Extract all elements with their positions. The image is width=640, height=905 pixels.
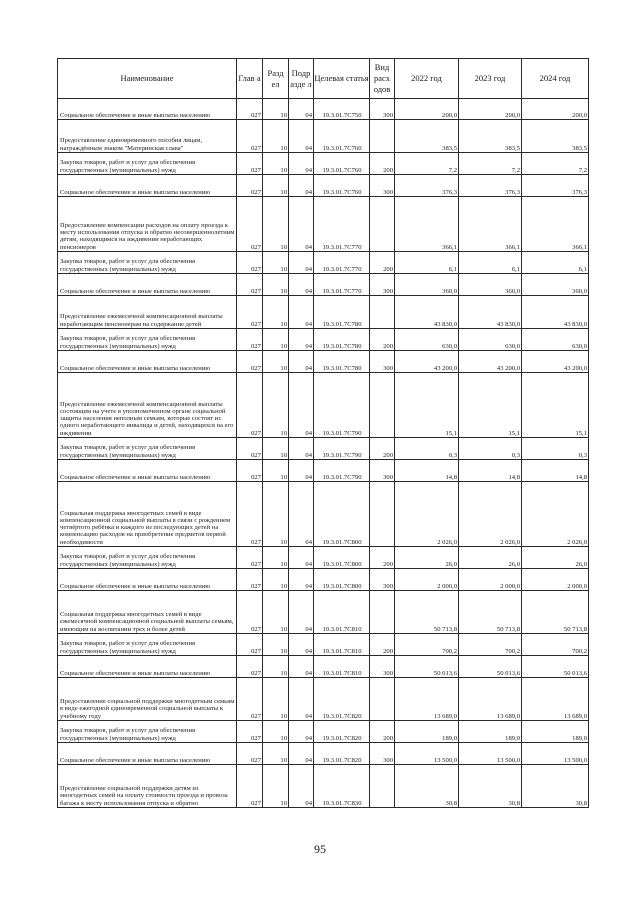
row-2023: 43 200,0	[459, 351, 522, 373]
row-vid: 300	[370, 460, 395, 482]
row-name: Социальное обеспечение и иные выплаты населению	[58, 460, 237, 482]
row-2022: 189,0	[395, 721, 459, 743]
row-vid	[370, 120, 395, 153]
row-podrazdel: 04	[289, 569, 314, 591]
row-razdel: 10	[263, 197, 289, 252]
row-2024: 26,0	[522, 547, 589, 569]
row-podrazdel: 04	[289, 274, 314, 296]
row-target: 19.3.01.7С750	[314, 99, 370, 120]
row-2023: 26,0	[459, 547, 522, 569]
row-2022: 360,0	[395, 274, 459, 296]
row-2024: 2 000,0	[522, 569, 589, 591]
row-target: 19.3.01.7С820	[314, 743, 370, 765]
table-row	[58, 120, 589, 153]
row-2024: 43 200,0	[522, 351, 589, 373]
row-glava: 027	[237, 482, 263, 547]
row-2024: 6,1	[522, 252, 589, 274]
row-2022: 13 689,0	[395, 678, 459, 721]
row-2022: 0,3	[395, 438, 459, 460]
row-target: 19.3.01.7С770	[314, 274, 370, 296]
row-razdel: 10	[263, 765, 289, 808]
table-row	[58, 296, 589, 329]
row-name: Предоставление компенсации расходов на оплату проезда к месту использования отпуска и обратно несовершеннолетним детям, находящимся на иждивении неработающих пенсионеров	[58, 197, 237, 252]
row-vid: 200	[370, 438, 395, 460]
row-2022: 50 013,6	[395, 656, 459, 678]
row-2024: 13 689,0	[522, 678, 589, 721]
row-2024: 189,0	[522, 721, 589, 743]
row-podrazdel: 04	[289, 721, 314, 743]
table-row	[58, 656, 589, 678]
table-row	[58, 460, 589, 482]
row-podrazdel: 04	[289, 482, 314, 547]
row-razdel: 10	[263, 656, 289, 678]
row-podrazdel: 04	[289, 460, 314, 482]
row-podrazdel: 04	[289, 153, 314, 175]
table-row	[58, 373, 589, 438]
row-2024: 50 013,6	[522, 656, 589, 678]
row-name: Социальное обеспечение и иные выплаты населению	[58, 175, 237, 197]
table-row	[58, 743, 589, 765]
row-glava: 027	[237, 351, 263, 373]
row-2022: 376,3	[395, 175, 459, 197]
row-glava: 027	[237, 373, 263, 438]
row-2022: 50 713,8	[395, 591, 459, 634]
row-podrazdel: 04	[289, 351, 314, 373]
row-2022: 43 200,0	[395, 351, 459, 373]
row-podrazdel: 04	[289, 373, 314, 438]
row-2024: 2 026,0	[522, 482, 589, 547]
row-name: Социальное обеспечение и иные выплаты населению	[58, 569, 237, 591]
row-2024: 14,8	[522, 460, 589, 482]
row-name: Предоставление ежемесячной компенсационной выплаты состоящим на учете в уполномоченном органе социальной защиты населения неполным семьям, которые состоят из одного неработающего инвалида и детей, находящихся на его иждивении	[58, 373, 237, 438]
row-name: Социальное обеспечение и иные выплаты населению	[58, 351, 237, 373]
row-2023: 50 713,8	[459, 591, 522, 634]
row-vid: 300	[370, 99, 395, 120]
row-2024: 200,0	[522, 99, 589, 120]
row-2022: 200,0	[395, 99, 459, 120]
row-glava: 027	[237, 656, 263, 678]
row-2024: 366,1	[522, 197, 589, 252]
row-vid: 300	[370, 743, 395, 765]
row-name: Социальное обеспечение и иные выплаты населению	[58, 99, 237, 120]
row-2024: 0,3	[522, 438, 589, 460]
row-vid	[370, 373, 395, 438]
row-2023: 7,2	[459, 153, 522, 175]
row-2022: 26,0	[395, 547, 459, 569]
row-name: Предоставление единовременного пособия лицам, награждённым знаком "Материнская слава"	[58, 120, 237, 153]
row-vid: 300	[370, 569, 395, 591]
row-2022: 2 000,0	[395, 569, 459, 591]
row-vid: 200	[370, 329, 395, 351]
table-row	[58, 438, 589, 460]
row-target: 19.3.01.7С770	[314, 252, 370, 274]
header-name: Наименование	[58, 59, 237, 99]
row-glava: 027	[237, 634, 263, 656]
row-target: 19.3.01.7С760	[314, 175, 370, 197]
row-name: Закупка товаров, работ и услуг для обеспечения государственных (муниципальных) нужд	[58, 634, 237, 656]
table-row	[58, 274, 589, 296]
table-row	[58, 569, 589, 591]
row-podrazdel: 04	[289, 678, 314, 721]
row-2023: 50 013,6	[459, 656, 522, 678]
row-2024: 15,1	[522, 373, 589, 438]
row-podrazdel: 04	[289, 296, 314, 329]
row-razdel: 10	[263, 296, 289, 329]
row-2023: 360,0	[459, 274, 522, 296]
row-vid: 200	[370, 547, 395, 569]
table-header-row	[58, 59, 589, 99]
row-vid: 300	[370, 175, 395, 197]
row-glava: 027	[237, 547, 263, 569]
row-glava: 027	[237, 460, 263, 482]
row-vid	[370, 678, 395, 721]
row-2023: 6,1	[459, 252, 522, 274]
table-body	[58, 99, 589, 808]
header-target: Целевая статья	[314, 59, 370, 99]
row-2022: 630,0	[395, 329, 459, 351]
row-glava: 027	[237, 197, 263, 252]
row-2022: 700,2	[395, 634, 459, 656]
row-vid	[370, 591, 395, 634]
budget-table	[57, 58, 589, 808]
table-row	[58, 634, 589, 656]
row-glava: 027	[237, 743, 263, 765]
row-2023: 200,0	[459, 99, 522, 120]
row-target: 19.3.01.7С800	[314, 569, 370, 591]
row-glava: 027	[237, 120, 263, 153]
row-vid	[370, 482, 395, 547]
row-2023: 43 830,0	[459, 296, 522, 329]
row-razdel: 10	[263, 351, 289, 373]
row-podrazdel: 04	[289, 120, 314, 153]
row-2023: 2 000,0	[459, 569, 522, 591]
table-row	[58, 765, 589, 808]
row-target: 19.3.01.7С760	[314, 120, 370, 153]
row-2022: 2 026,0	[395, 482, 459, 547]
row-glava: 027	[237, 569, 263, 591]
row-vid: 200	[370, 153, 395, 175]
row-target: 19.3.01.7С790	[314, 373, 370, 438]
table-row	[58, 482, 589, 547]
row-podrazdel: 04	[289, 765, 314, 808]
row-glava: 027	[237, 99, 263, 120]
table-row	[58, 351, 589, 373]
table-row	[58, 547, 589, 569]
row-name: Закупка товаров, работ и услуг для обеспечения государственных (муниципальных) нужд	[58, 547, 237, 569]
row-glava: 027	[237, 252, 263, 274]
row-glava: 027	[237, 591, 263, 634]
row-glava: 027	[237, 678, 263, 721]
row-2023: 383,5	[459, 120, 522, 153]
row-podrazdel: 04	[289, 329, 314, 351]
row-razdel: 10	[263, 153, 289, 175]
row-vid: 200	[370, 634, 395, 656]
row-target: 19.3.01.7С790	[314, 460, 370, 482]
row-vid	[370, 296, 395, 329]
row-glava: 027	[237, 153, 263, 175]
row-razdel: 10	[263, 252, 289, 274]
row-vid: 300	[370, 274, 395, 296]
row-2024: 360,0	[522, 274, 589, 296]
row-name: Предоставление социальной поддержки детям из многодетных семей на оплату стоимости проезда и провоза багажа к месту использования отпуска и обратно	[58, 765, 237, 808]
row-razdel: 10	[263, 120, 289, 153]
table-row	[58, 721, 589, 743]
row-2024: 383,5	[522, 120, 589, 153]
row-target: 19.3.01.7С760	[314, 153, 370, 175]
row-2022: 15,1	[395, 373, 459, 438]
row-vid	[370, 197, 395, 252]
row-razdel: 10	[263, 743, 289, 765]
row-razdel: 10	[263, 175, 289, 197]
row-vid	[370, 765, 395, 808]
row-target: 19.3.01.7С800	[314, 482, 370, 547]
row-2023: 189,0	[459, 721, 522, 743]
table-row	[58, 153, 589, 175]
row-2023: 13 689,0	[459, 678, 522, 721]
row-podrazdel: 04	[289, 547, 314, 569]
row-podrazdel: 04	[289, 656, 314, 678]
row-target: 19.3.01.7С780	[314, 329, 370, 351]
table-row	[58, 329, 589, 351]
row-razdel: 10	[263, 373, 289, 438]
row-2023: 0,3	[459, 438, 522, 460]
row-2024: 7,2	[522, 153, 589, 175]
row-2022: 14,8	[395, 460, 459, 482]
row-name: Закупка товаров, работ и услуг для обеспечения государственных (муниципальных) нужд	[58, 329, 237, 351]
row-name: Предоставление социальной поддержки многодетным семьям в виде ежегодной единовременной социальной выплаты к учебному году	[58, 678, 237, 721]
row-2024: 630,0	[522, 329, 589, 351]
row-2022: 43 830,0	[395, 296, 459, 329]
row-2022: 13 500,0	[395, 743, 459, 765]
row-target: 19.3.01.7С780	[314, 351, 370, 373]
row-razdel: 10	[263, 329, 289, 351]
header-podrazdel: Подр азде л	[289, 59, 314, 99]
row-2023: 700,2	[459, 634, 522, 656]
row-target: 19.3.01.7С830	[314, 765, 370, 808]
row-2022: 366,1	[395, 197, 459, 252]
row-razdel: 10	[263, 547, 289, 569]
row-razdel: 10	[263, 591, 289, 634]
row-name: Закупка товаров, работ и услуг для обеспечения государственных (муниципальных) нужд	[58, 153, 237, 175]
row-2024: 50 713,8	[522, 591, 589, 634]
row-vid: 300	[370, 656, 395, 678]
table-row	[58, 678, 589, 721]
row-2022: 383,5	[395, 120, 459, 153]
row-2023: 30,8	[459, 765, 522, 808]
row-2022: 6,1	[395, 252, 459, 274]
table-row	[58, 197, 589, 252]
row-podrazdel: 04	[289, 197, 314, 252]
row-2024: 700,2	[522, 634, 589, 656]
row-glava: 027	[237, 175, 263, 197]
row-podrazdel: 04	[289, 175, 314, 197]
row-2022: 7,2	[395, 153, 459, 175]
row-podrazdel: 04	[289, 743, 314, 765]
row-podrazdel: 04	[289, 591, 314, 634]
row-glava: 027	[237, 765, 263, 808]
row-name: Закупка товаров, работ и услуг для обеспечения государственных (муниципальных) нужд	[58, 438, 237, 460]
row-name: Социальная поддержка многодетных семей в виде компенсационной социальной выплаты в связи с рождением четвёртого ребёнка и каждого из последующих детей на компенсацию расходов на приобретение предметов первой необходимости	[58, 482, 237, 547]
row-2023: 376,3	[459, 175, 522, 197]
row-razdel: 10	[263, 721, 289, 743]
row-vid: 200	[370, 252, 395, 274]
table-row	[58, 99, 589, 120]
row-vid: 200	[370, 721, 395, 743]
row-target: 19.3.01.7С820	[314, 721, 370, 743]
row-target: 19.3.01.7С790	[314, 438, 370, 460]
row-target: 19.3.01.7С780	[314, 296, 370, 329]
row-razdel: 10	[263, 482, 289, 547]
row-razdel: 10	[263, 569, 289, 591]
table-row	[58, 252, 589, 274]
page-number: 95	[314, 842, 326, 856]
row-2022: 30,8	[395, 765, 459, 808]
table-row	[58, 591, 589, 634]
row-podrazdel: 04	[289, 438, 314, 460]
row-podrazdel: 04	[289, 634, 314, 656]
row-glava: 027	[237, 296, 263, 329]
row-2023: 15,1	[459, 373, 522, 438]
row-name: Предоставление ежемесячной компенсационной выплаты неработающим пенсионерам на содержание детей	[58, 296, 237, 329]
row-name: Закупка товаров, работ и услуг для обеспечения государственных (муниципальных) нужд	[58, 721, 237, 743]
row-target: 19.3.01.7С820	[314, 678, 370, 721]
row-razdel: 10	[263, 274, 289, 296]
row-glava: 027	[237, 329, 263, 351]
row-razdel: 10	[263, 460, 289, 482]
header-razdel: Разд ел	[263, 59, 289, 99]
row-target: 19.3.01.7С810	[314, 591, 370, 634]
row-name: Социальное обеспечение и иные выплаты населению	[58, 656, 237, 678]
row-name: Социальное обеспечение и иные выплаты населению	[58, 274, 237, 296]
row-podrazdel: 04	[289, 252, 314, 274]
row-razdel: 10	[263, 438, 289, 460]
row-target: 19.3.01.7С770	[314, 197, 370, 252]
row-razdel: 10	[263, 634, 289, 656]
header-2023: 2023 год	[459, 59, 522, 99]
row-target: 19.3.01.7С810	[314, 656, 370, 678]
table-row	[58, 175, 589, 197]
header-2024: 2024 год	[522, 59, 589, 99]
row-glava: 027	[237, 274, 263, 296]
row-2024: 30,8	[522, 765, 589, 808]
row-2023: 2 026,0	[459, 482, 522, 547]
header-vid: Вид расх одов	[370, 59, 395, 99]
row-2024: 13 500,0	[522, 743, 589, 765]
row-2024: 376,3	[522, 175, 589, 197]
row-vid: 300	[370, 351, 395, 373]
header-2022: 2022 год	[395, 59, 459, 99]
row-name: Социальная поддержка многодетных семей в виде ежемесячной компенсационной социальной выплаты семьям, имеющим на воспитании трех и более детей	[58, 591, 237, 634]
row-name: Социальное обеспечение и иные выплаты населению	[58, 743, 237, 765]
row-target: 19.3.01.7С810	[314, 634, 370, 656]
row-razdel: 10	[263, 99, 289, 120]
row-2023: 14,8	[459, 460, 522, 482]
row-2023: 366,1	[459, 197, 522, 252]
row-2023: 630,0	[459, 329, 522, 351]
row-glava: 027	[237, 438, 263, 460]
row-podrazdel: 04	[289, 99, 314, 120]
row-target: 19.3.01.7С800	[314, 547, 370, 569]
row-glava: 027	[237, 721, 263, 743]
row-2023: 13 500,0	[459, 743, 522, 765]
row-name: Закупка товаров, работ и услуг для обеспечения государственных (муниципальных) нужд	[58, 252, 237, 274]
header-glava: Глав а	[237, 59, 263, 99]
row-razdel: 10	[263, 678, 289, 721]
row-2024: 43 830,0	[522, 296, 589, 329]
